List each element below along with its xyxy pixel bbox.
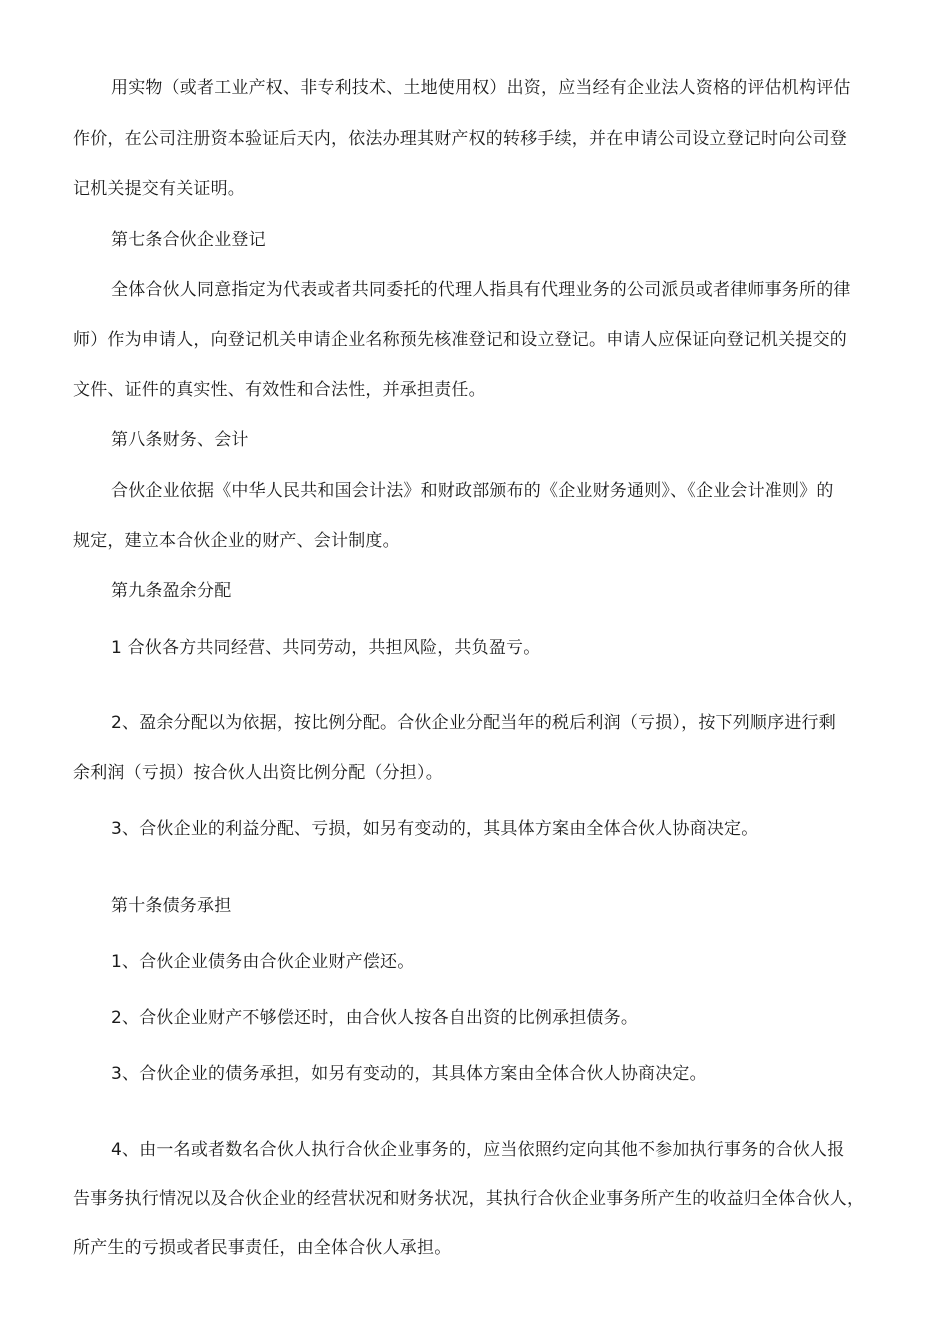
paragraph-line: 合伙企业依据《中华人民共和国会计法》和财政部颁布的《企业财务通则》、《企业会计准则》的 xyxy=(111,481,834,501)
list-item: 1 合伙各方共同经营、共同劳动，共担风险，共负盈亏。 xyxy=(111,638,541,658)
list-item: 2、盈余分配以为依据，按比例分配。合伙企业分配当年的税后利润（亏损），按下列顺序进行剩 xyxy=(111,713,836,733)
section-heading: 第八条财务、会计 xyxy=(111,430,249,450)
section-heading: 第九条盈余分配 xyxy=(111,581,232,601)
paragraph-line: 告事务执行情况以及合伙企业的经营状况和财务状况，其执行合伙企业事务所产生的收益归全体合伙人， xyxy=(73,1189,865,1209)
list-item: 1、合伙企业债务由合伙企业财产偿还。 xyxy=(111,952,415,972)
paragraph-line: 余利润（亏损）按合伙人出资比例分配（分担）。 xyxy=(73,763,443,783)
list-item: 3、合伙企业的利益分配、亏损，如另有变动的，其具体方案由全体合伙人协商决定。 xyxy=(111,819,759,839)
list-item: 4、由一名或者数名合伙人执行合伙企业事务的，应当依照约定向其他不参加执行事务的合伙人报 xyxy=(111,1140,845,1160)
paragraph-line: 文件、证件的真实性、有效性和合法性，并承担责任。 xyxy=(73,380,486,400)
list-item: 2、合伙企业财产不够偿还时，由合伙人按各自出资的比例承担债务。 xyxy=(111,1008,639,1028)
paragraph-line: 全体合伙人同意指定为代表或者共同委托的代理人指具有代理业务的公司派员或者律师事务所的律 xyxy=(111,280,851,300)
section-heading: 第十条债务承担 xyxy=(111,896,232,916)
paragraph-line: 用实物（或者工业产权、非专利技术、土地使用权）出资，应当经有企业法人资格的评估机构评估 xyxy=(111,78,851,98)
section-heading: 第七条合伙企业登记 xyxy=(111,230,266,250)
list-item: 3、合伙企业的债务承担，如另有变动的，其具体方案由全体合伙人协商决定。 xyxy=(111,1064,707,1084)
paragraph-line: 作价，在公司注册资本验证后天内，依法办理其财产权的转移手续，并在申请公司设立登记时向公司登 xyxy=(73,129,847,149)
paragraph-line: 记机关提交有关证明。 xyxy=(73,179,245,199)
paragraph-line: 规定，建立本合伙企业的财产、会计制度。 xyxy=(73,531,400,551)
paragraph-line: 所产生的亏损或者民事责任，由全体合伙人承担。 xyxy=(73,1238,452,1258)
paragraph-line: 师）作为申请人，向登记机关申请企业名称预先核准登记和设立登记。申请人应保证向登记机关提交的 xyxy=(73,330,847,350)
